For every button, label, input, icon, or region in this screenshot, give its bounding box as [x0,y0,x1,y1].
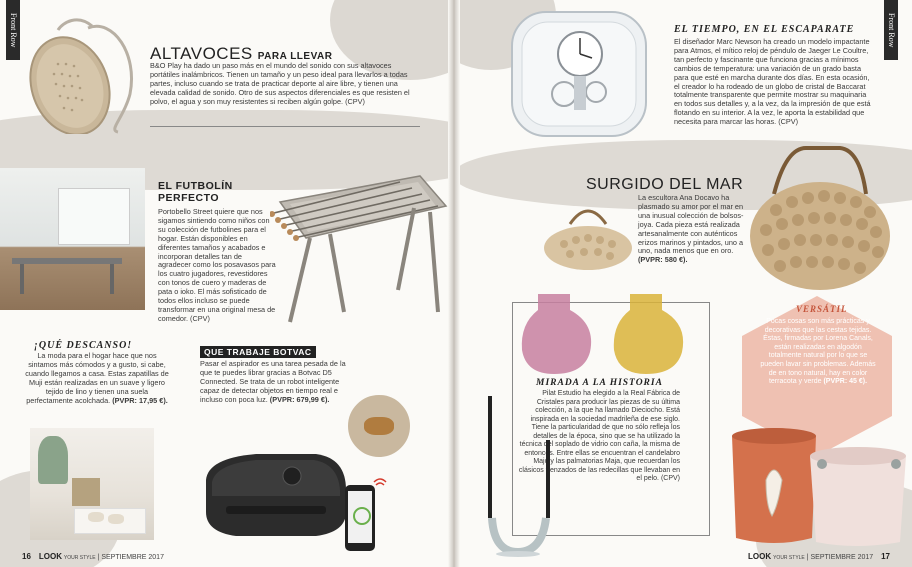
section-tab: Front Row [6,0,20,60]
magazine-suffix: YOUR STYLE [63,555,96,561]
stool [72,478,100,506]
foosball-text: Portobello Street quiere que nos sigamos sintiendo como niños con su colección de futbolines para el hogar. Están disponibles en diferentes tamaños y acabados e incorporan detalles tan de agradecer como los posavasos para los cuatro jugadores, revestidores con tonos de cuero y maderas de pata o ioko. El más sofisticado de todos ellos incluso se puede transformar en una original mesa de comedor. (CPV) [158,207,276,323]
robot-vacuum-icon [196,440,356,550]
versatile-title: VERSÁTIL [796,304,848,314]
sea-body: La escultora Ana Docavo ha plasmado su amor por el mar en una inusual colección de bolsos-joya. Cada pieza está realizada artesanalmente con auténticos erizos marinos y pintados, uno a uno, nada menos que en oro. [638,193,744,256]
clock-text: El diseñador Marc Newson ha creado un modelo impactante para Atmos, el mítico reloj de péndulo de Jaeger Le Coultre, tan perfecto y fascinante que funciona gracias a mínimos cambios de temperatura: una variación de un grado basta para que esté en marcha durante dos días. En esta ocasión, el creador lo ha rodeado de un globo de cristal de Baccarat totalmente transparente que permite mostrar su maquinaria en todos sus detalles y, a la vez, da la impresión de que está flotando en su interior. A la vez, le aporta la estabilidad que necesita para marcar las horas. (CPV) [674,37,871,127]
photo-table-leg [20,264,24,294]
page-gutter [448,0,460,567]
rest-text [22,352,172,405]
page-number: 17 [881,552,890,561]
bo-speaker-icon [18,14,148,134]
woven-basket-icon [726,420,912,548]
rest-title: ¡QUÉ DESCANSO! [34,340,133,351]
speakers-text: B&O Play ha dado un paso más en el mundo del sonido con sus altavoces portátiles inalámbricos. Tienen un tamaño y un peso ideal para llevarlos a todas partes, incluso cuando se trata de practicar deporte al aire libre, y tienen una elevada calidad de sonido. Otro de sus aspectos diferenciales es que resisten el polvo, el agua y son muy resistentes si reciben algún golpe. (CPV) [150,61,410,106]
plant [38,436,68,484]
magazine-suffix: YOUR STYLE [773,555,805,561]
foosball-title [158,180,233,204]
interior-photo [0,168,145,310]
versatile-price: (PVPR: 45 €). [823,378,868,386]
right-page [456,0,912,567]
phone-screen [348,491,372,543]
botvac-text [200,360,348,405]
wifi-signal-icon [372,476,388,492]
sea-urchin-bag-icon [746,140,896,292]
issue-date: SEPTIEMBRE 2017 [101,554,164,561]
smartphone-icon [345,485,375,551]
window [58,188,130,245]
photo-table-leg [110,264,114,294]
page-number: 16 [22,552,31,561]
sea-title: SURGIDO DEL MAR [586,176,744,193]
foosball-title-line2: PERFECTO [158,192,219,204]
slippers-photo-icon [30,428,154,540]
versatile-text [758,318,878,387]
issue-date: SEPTIEMBRE 2017 [810,554,874,561]
speakers-title-big: ALTAVOCES [150,44,253,63]
atmos-clock-icon [504,6,654,144]
rest-price: (PVPR: 17,95 €). [112,395,168,405]
slipper [108,514,124,524]
sea-price: (PVPR: 580 €). [638,255,688,265]
section-tab: Front Row [884,0,898,60]
slipper [88,512,104,522]
magazine-name: LOOK [748,552,772,561]
glass-vase-icon [520,290,700,380]
rest-body: La moda para el hogar hace que nos sintamos más cómodos y a gusto, si cabe, cuando llegamos a casa. Estas zapatillas de Muji están realizadas en un suave y ligero tejido de lino y tienen una suela perfectamente acolchada. [25,351,169,405]
history-title: MIRADA A LA HISTORIA [536,378,663,388]
left-page [0,0,452,567]
botvac-body: Pasar el aspirador es una tarea pesada de la que te puedes librar gracias a Botvac D5 Connected. Se trata de un robot inteligente capaz de detectar objetos en tiempo real e incluso con poca luz. [200,359,346,404]
botvac-price: (PVPR: 679,99 €). [269,394,330,404]
right-footer: LOOK YOUR STYLE | SEPTIEMBRE 2017 17 [748,552,890,561]
botvac-title: QUE TRABAJE BOTVAC [200,346,316,358]
app-ring [353,507,371,525]
photo-table-top [12,258,122,264]
foosball-table-icon [270,162,450,332]
speakers-title-small: PARA LLEVAR [257,51,333,62]
versatile-body: Pocas cosas son más prácticas y decorativas que las cestas tejidas. Éstas, firmadas por Lorena Canals, están realizadas en algodón totalmente natural por lo que se pueden lavar sin problemas. Además de en tono natural, hay en color terracota y verde [760,318,876,386]
foosball-title-line1: EL FUTBOLÍN [158,180,233,192]
sea-text [638,194,750,265]
glass-candlestick-icon [478,388,558,558]
left-footer: 16 LOOK YOUR STYLE | SEPTIEMBRE 2017 [22,552,164,561]
small-bag-icon [540,196,638,274]
speakers-rule [150,126,420,127]
dog [364,417,394,435]
clock-title: EL TIEMPO, EN EL ESCAPARATE [674,24,855,35]
magazine-name: LOOK [38,552,62,561]
history-text: Pilat Estudio ha elegido a la Real Fábrica de Cristales para producir las piezas de su última colección, a la que ha llamado Dieciocho. Está inspirada en la sociedad madrileña de ese siglo. Tiene la particularidad de que no sólo refleja los detalles de la época, sino que se ha utilizado la técnica del soplado de vidrio con caña, la misma de entonces. Entre ellas se encuentran el candelabro Majo y las palmatorias Maja, que recuerdan los clásicos trenzados de las redecillas que llevaban en el pelo. (CPV) [518,390,680,482]
